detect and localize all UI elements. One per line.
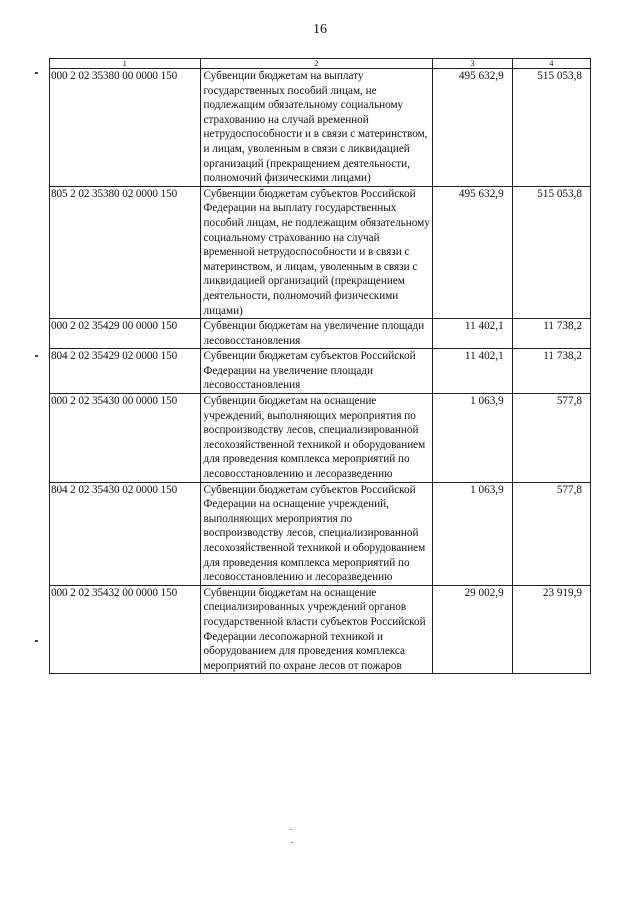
table-row	[50, 394, 591, 483]
revenue-name-cell: Субвенции бюджетам субъектов Российской Федерации на выплату государственных пособий лицам, не подлежащим обязательному социальному страхованию на случай временной нетрудоспособности и в связи с материнством, и лицам, уволенным в связи с ликвидацией организаций (прекращением деятельности, полномочий физическими лицами)	[200, 186, 433, 318]
budget-code-cell: 000 2 02 35430 00 0000 150	[50, 394, 201, 483]
amount-cell-col3: 29 002,9	[433, 585, 512, 674]
table-row	[50, 69, 591, 187]
budget-code-cell: 000 2 02 35429 00 0000 150	[50, 319, 201, 349]
revenue-name-cell: Субвенции бюджетам на увеличение площади лесовосстановления	[200, 319, 433, 349]
amount-cell-col3: 11 402,1	[433, 319, 512, 349]
amount-cell-col4: 23 919,9	[512, 585, 590, 674]
table-row	[50, 349, 591, 394]
budget-code-cell: 804 2 02 35430 02 0000 150	[50, 482, 201, 585]
column-header-1: 1	[50, 59, 201, 69]
budget-revenue-table	[49, 58, 591, 674]
column-header-3: 3	[433, 59, 512, 69]
revenue-name-cell: Субвенции бюджетам субъектов Российской Федерации на оснащение учреждений, выполняющих мероприятия по воспроизводству лесов, специализированной лесохозяйственной техникой и оборудованием для проведения комплекса мероприятий по лесовосстановлению и лесоразведению	[200, 482, 433, 585]
column-header-2: 2	[200, 59, 433, 69]
revenue-name-cell: Субвенции бюджетам субъектов Российской Федерации на увеличение площади лесовосстановления	[200, 349, 433, 394]
amount-cell-col4: 11 738,2	[512, 349, 590, 394]
amount-cell-col3: 495 632,9	[433, 69, 512, 187]
page-number: 16	[313, 22, 327, 37]
budget-code-cell: 805 2 02 35380 02 0000 150	[50, 186, 201, 318]
table-row	[50, 186, 591, 318]
scan-margin-mark	[35, 640, 38, 642]
amount-cell-col4: 515 053,8	[512, 69, 590, 187]
amount-cell-col3: 495 632,9	[433, 186, 512, 318]
amount-cell-col3: 1 063,9	[433, 482, 512, 585]
budget-code-cell: 000 2 02 35432 00 0000 150	[50, 585, 201, 674]
scan-margin-mark	[35, 72, 38, 74]
budget-code-cell: 804 2 02 35429 02 0000 150	[50, 349, 201, 394]
table-row	[50, 319, 591, 349]
table-row	[50, 482, 591, 585]
scan-speck	[291, 842, 293, 843]
amount-cell-col3: 1 063,9	[433, 394, 512, 483]
amount-cell-col3: 11 402,1	[433, 349, 512, 394]
column-number-row	[50, 59, 591, 69]
revenue-name-cell: Субвенции бюджетам на выплату государственных пособий лицам, не подлежащим обязательному социальному страхованию на случай временной нетрудоспособности и в связи с материнством, и лицам, уволенным в связи с ликвидацией организаций (прекращением деятельности, полномочий физическими лицами)	[200, 69, 433, 187]
scan-margin-mark	[35, 355, 38, 357]
amount-cell-col4: 577,8	[512, 482, 590, 585]
column-header-4: 4	[512, 59, 590, 69]
revenue-name-cell: Субвенции бюджетам на оснащение учреждений, выполняющих мероприятия по воспроизводству лесов, специализированной лесохозяйственной техникой и оборудованием для проведения комплекса мероприятий по лесовосстановлению и лесоразведению	[200, 394, 433, 483]
revenue-name-cell: Субвенции бюджетам на оснащение специализированных учреждений органов государственной власти субъектов Российской Федерации лесопожарной техникой и оборудованием для проведения комплекса мероприятий по охране лесов от пожаров	[200, 585, 433, 674]
amount-cell-col4: 577,8	[512, 394, 590, 483]
scan-speck	[290, 829, 292, 830]
budget-code-cell: 000 2 02 35380 00 0000 150	[50, 69, 201, 187]
amount-cell-col4: 11 738,2	[512, 319, 590, 349]
table-row	[50, 585, 591, 674]
amount-cell-col4: 515 053,8	[512, 186, 590, 318]
